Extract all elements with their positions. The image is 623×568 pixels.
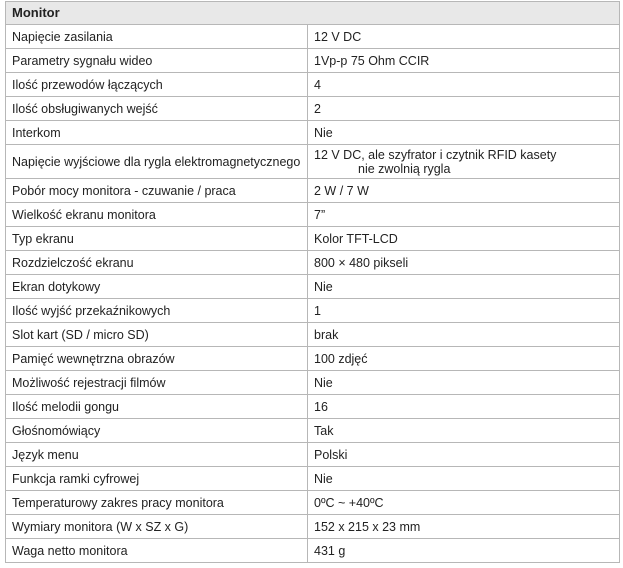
table-row <box>6 73 620 97</box>
spec-value: Nie <box>308 371 620 395</box>
spec-value: Nie <box>308 467 620 491</box>
spec-label: Wielkość ekranu monitora <box>6 203 308 227</box>
spec-label: Interkom <box>6 121 308 145</box>
table-row <box>6 467 620 491</box>
table-row <box>6 145 620 179</box>
spec-value: 12 V DC <box>308 25 620 49</box>
spec-value: 2 <box>308 97 620 121</box>
spec-value: Polski <box>308 443 620 467</box>
spec-value-line-2: nie zwolnią rygla <box>358 161 451 176</box>
spec-value: 100 zdjęć <box>308 347 620 371</box>
spec-value: 1Vp-p 75 Ohm CCIR <box>308 49 620 73</box>
table-header-row <box>6 2 620 25</box>
spec-label: Możliwość rejestracji filmów <box>6 371 308 395</box>
table-row <box>6 347 620 371</box>
spec-value: 2 W / 7 W <box>308 179 620 203</box>
spec-label: Język menu <box>6 443 308 467</box>
spec-label: Parametry sygnału wideo <box>6 49 308 73</box>
table-row <box>6 251 620 275</box>
spec-value: 431 g <box>308 539 620 563</box>
table-row <box>6 299 620 323</box>
spec-value: 4 <box>308 73 620 97</box>
spec-label: Waga netto monitora <box>6 539 308 563</box>
table-row <box>6 227 620 251</box>
table-row <box>6 203 620 227</box>
spec-value: Nie <box>308 275 620 299</box>
table-row <box>6 539 620 563</box>
spec-value-line-1: 12 V DC, ale szyfrator i czytnik RFID kasety <box>314 147 557 162</box>
spec-value: brak <box>308 323 620 347</box>
spec-value: Nie <box>308 121 620 145</box>
spec-value: 7” <box>308 203 620 227</box>
spec-label: Ilość przewodów łączących <box>6 73 308 97</box>
table-row <box>6 25 620 49</box>
table-row <box>6 121 620 145</box>
table-title: Monitor <box>6 2 620 25</box>
spec-label: Funkcja ramki cyfrowej <box>6 467 308 491</box>
table-row <box>6 275 620 299</box>
spec-label: Slot kart (SD / micro SD) <box>6 323 308 347</box>
spec-label: Temperaturowy zakres pracy monitora <box>6 491 308 515</box>
spec-label: Ilość obsługiwanych wejść <box>6 97 308 121</box>
table-row <box>6 443 620 467</box>
table-row <box>6 371 620 395</box>
spec-value: 0ºC ~ +40ºC <box>308 491 620 515</box>
spec-label: Pamięć wewnętrzna obrazów <box>6 347 308 371</box>
spec-table <box>5 1 620 563</box>
spec-label: Głośnomówiący <box>6 419 308 443</box>
spec-label: Ilość melodii gongu <box>6 395 308 419</box>
spec-label: Napięcie zasilania <box>6 25 308 49</box>
table-row <box>6 49 620 73</box>
spec-value: 800 × 480 pikseli <box>308 251 620 275</box>
spec-label: Wymiary monitora (W x SZ x G) <box>6 515 308 539</box>
table-row <box>6 97 620 121</box>
spec-value: 1 <box>308 299 620 323</box>
spec-label: Pobór mocy monitora - czuwanie / praca <box>6 179 308 203</box>
table-row <box>6 515 620 539</box>
spec-label: Rozdzielczość ekranu <box>6 251 308 275</box>
spec-value: Kolor TFT-LCD <box>308 227 620 251</box>
spec-label: Napięcie wyjściowe dla rygla elektromagnetycznego <box>6 145 308 179</box>
table-row <box>6 395 620 419</box>
spec-label: Typ ekranu <box>6 227 308 251</box>
table-row <box>6 179 620 203</box>
spec-value: 16 <box>308 395 620 419</box>
table-row <box>6 323 620 347</box>
spec-value <box>308 145 620 179</box>
spec-label: Ilość wyjść przekaźnikowych <box>6 299 308 323</box>
spec-value: 152 x 215 x 23 mm <box>308 515 620 539</box>
table-row <box>6 419 620 443</box>
spec-label: Ekran dotykowy <box>6 275 308 299</box>
spec-value: Tak <box>308 419 620 443</box>
table-row <box>6 491 620 515</box>
